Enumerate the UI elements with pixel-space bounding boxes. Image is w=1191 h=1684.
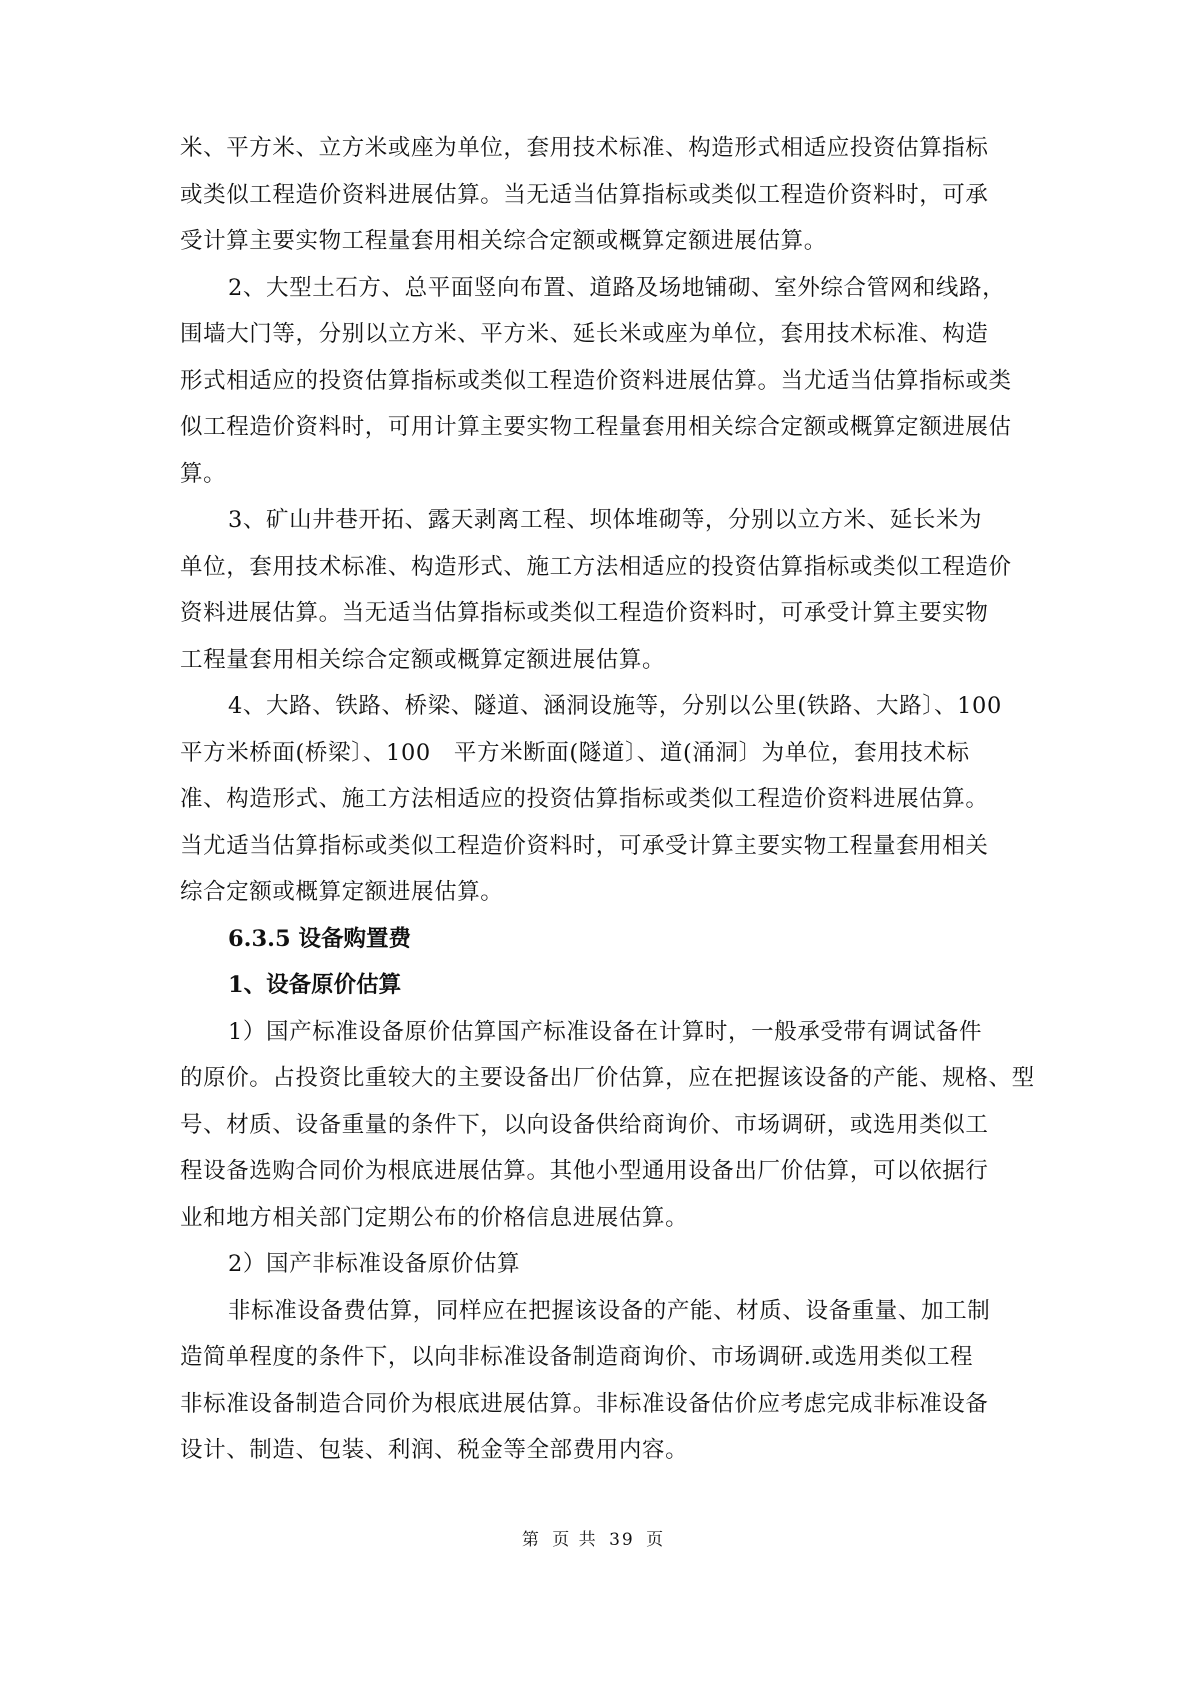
text-line: 算。 xyxy=(180,460,227,487)
subsection-heading: 1、设备原价估算 xyxy=(228,972,402,998)
text-line: 当尤适当估算指标或类似工程造价资料时，可承受计算主要实物工程量套用相关 xyxy=(180,832,989,859)
text-line: 业和地方相关部门定期公布的价格信息进展估算。 xyxy=(180,1204,689,1231)
text-line: 程设备选购合同价为根底进展估算。其他小型通用设备出厂价估算，可以依据行 xyxy=(180,1158,989,1184)
text-line: 非标准设备费估算，同样应在把握该设备的产能、材质、设备重量、加工制 xyxy=(228,1297,991,1324)
text-line: 的原价。占投资比重较大的主要设备出厂价估算，应在把握该设备的产能、规格、型 xyxy=(180,1065,1035,1091)
text-line: 形式相适应的投资估算指标或类似工程造价资料进展估算。当尤适当估算指标或类 xyxy=(180,367,1012,394)
text-line: 准、构造形式、施工方法相适应的投资估算指标或类似工程造价资料进展估算。 xyxy=(180,786,989,812)
text-line: 平方米桥面(桥梁〕、100 平方米断面(隧道〕、道(涌洞〕为单位，套用技术标 xyxy=(180,739,970,766)
paragraph-7 xyxy=(180,1288,1050,1474)
paragraph-5 xyxy=(180,1009,1050,1242)
text-line: 2、大型土石方、总平面竖向布置、道路及场地铺砌、室外综合管网和线路， xyxy=(228,274,1006,301)
text-line: 或类似工程造价资料进展估算。当无适当估算指标或类似工程造价资料时，可承 xyxy=(180,181,989,208)
text-line: 资料进展估算。当无适当估算指标或类似工程造价资料时，可承受计算主要实物 xyxy=(180,600,989,626)
paragraph-6 xyxy=(180,1241,1050,1288)
text-line: 4、大路、铁路、桥梁、隧道、涵洞设施等，分别以公里(铁路、大路〕、100 xyxy=(228,693,1002,719)
text-line: 综合定额或概算定额进展估算。 xyxy=(180,879,504,905)
text-line: 号、材质、设备重量的条件下，以向设备供给商询价、市场调研，或选用类似工 xyxy=(180,1111,989,1138)
text-line: 非标准设备制造合同价为根底进展估算。非标准设备估价应考虑完成非标准设备 xyxy=(180,1390,989,1417)
text-line: 2）国产非标准设备原价估算 xyxy=(228,1251,521,1277)
text-line: 1）国产标准设备原价估算国产标准设备在计算时，一般承受带有调试备件 xyxy=(228,1018,983,1045)
text-line: 米、平方米、立方米或座为单位，套用技术标准、构造形式相适应投资估算指标 xyxy=(180,135,989,161)
text-line: 造简单程度的条件下，以向非标准设备制造商询价、市场调研.或选用类似工程 xyxy=(180,1344,974,1370)
text-line: 似工程造价资料时，可用计算主要实物工程量套用相关综合定额或概算定额进展估 xyxy=(180,414,1012,440)
footer-prefix: 第 xyxy=(521,1530,541,1550)
footer-middle: 页 共 xyxy=(552,1530,598,1550)
text-line: 3、矿山井巷开拓、露天剥离工程、坝体堆砌等，分别以立方米、延长米为 xyxy=(228,507,983,533)
text-line: 围墙大门等，分别以立方米、平方米、延长米或座为单位，套用技术标准、构造 xyxy=(180,321,989,347)
document-body xyxy=(180,125,1050,1474)
paragraph-2 xyxy=(180,265,1050,498)
paragraph-1 xyxy=(180,125,1050,265)
paragraph-3 xyxy=(180,497,1050,683)
text-line: 工程量套用相关综合定额或概算定额进展估算。 xyxy=(180,646,666,673)
footer-suffix: 页 xyxy=(646,1530,666,1550)
section-heading: 6.3.5 设备购置费 xyxy=(228,925,411,952)
text-line: 受计算主要实物工程量套用相关综合定额或概算定额进展估算。 xyxy=(180,228,827,254)
footer-total-pages: 39 xyxy=(609,1530,635,1550)
paragraph-4 xyxy=(180,683,1050,916)
page-footer xyxy=(0,1525,1191,1550)
text-line: 设计、制造、包装、利润、税金等全部费用内容。 xyxy=(180,1437,689,1463)
text-line: 单位，套用技术标准、构造形式、施工方法相适应的投资估算指标或类似工程造价 xyxy=(180,553,1012,580)
